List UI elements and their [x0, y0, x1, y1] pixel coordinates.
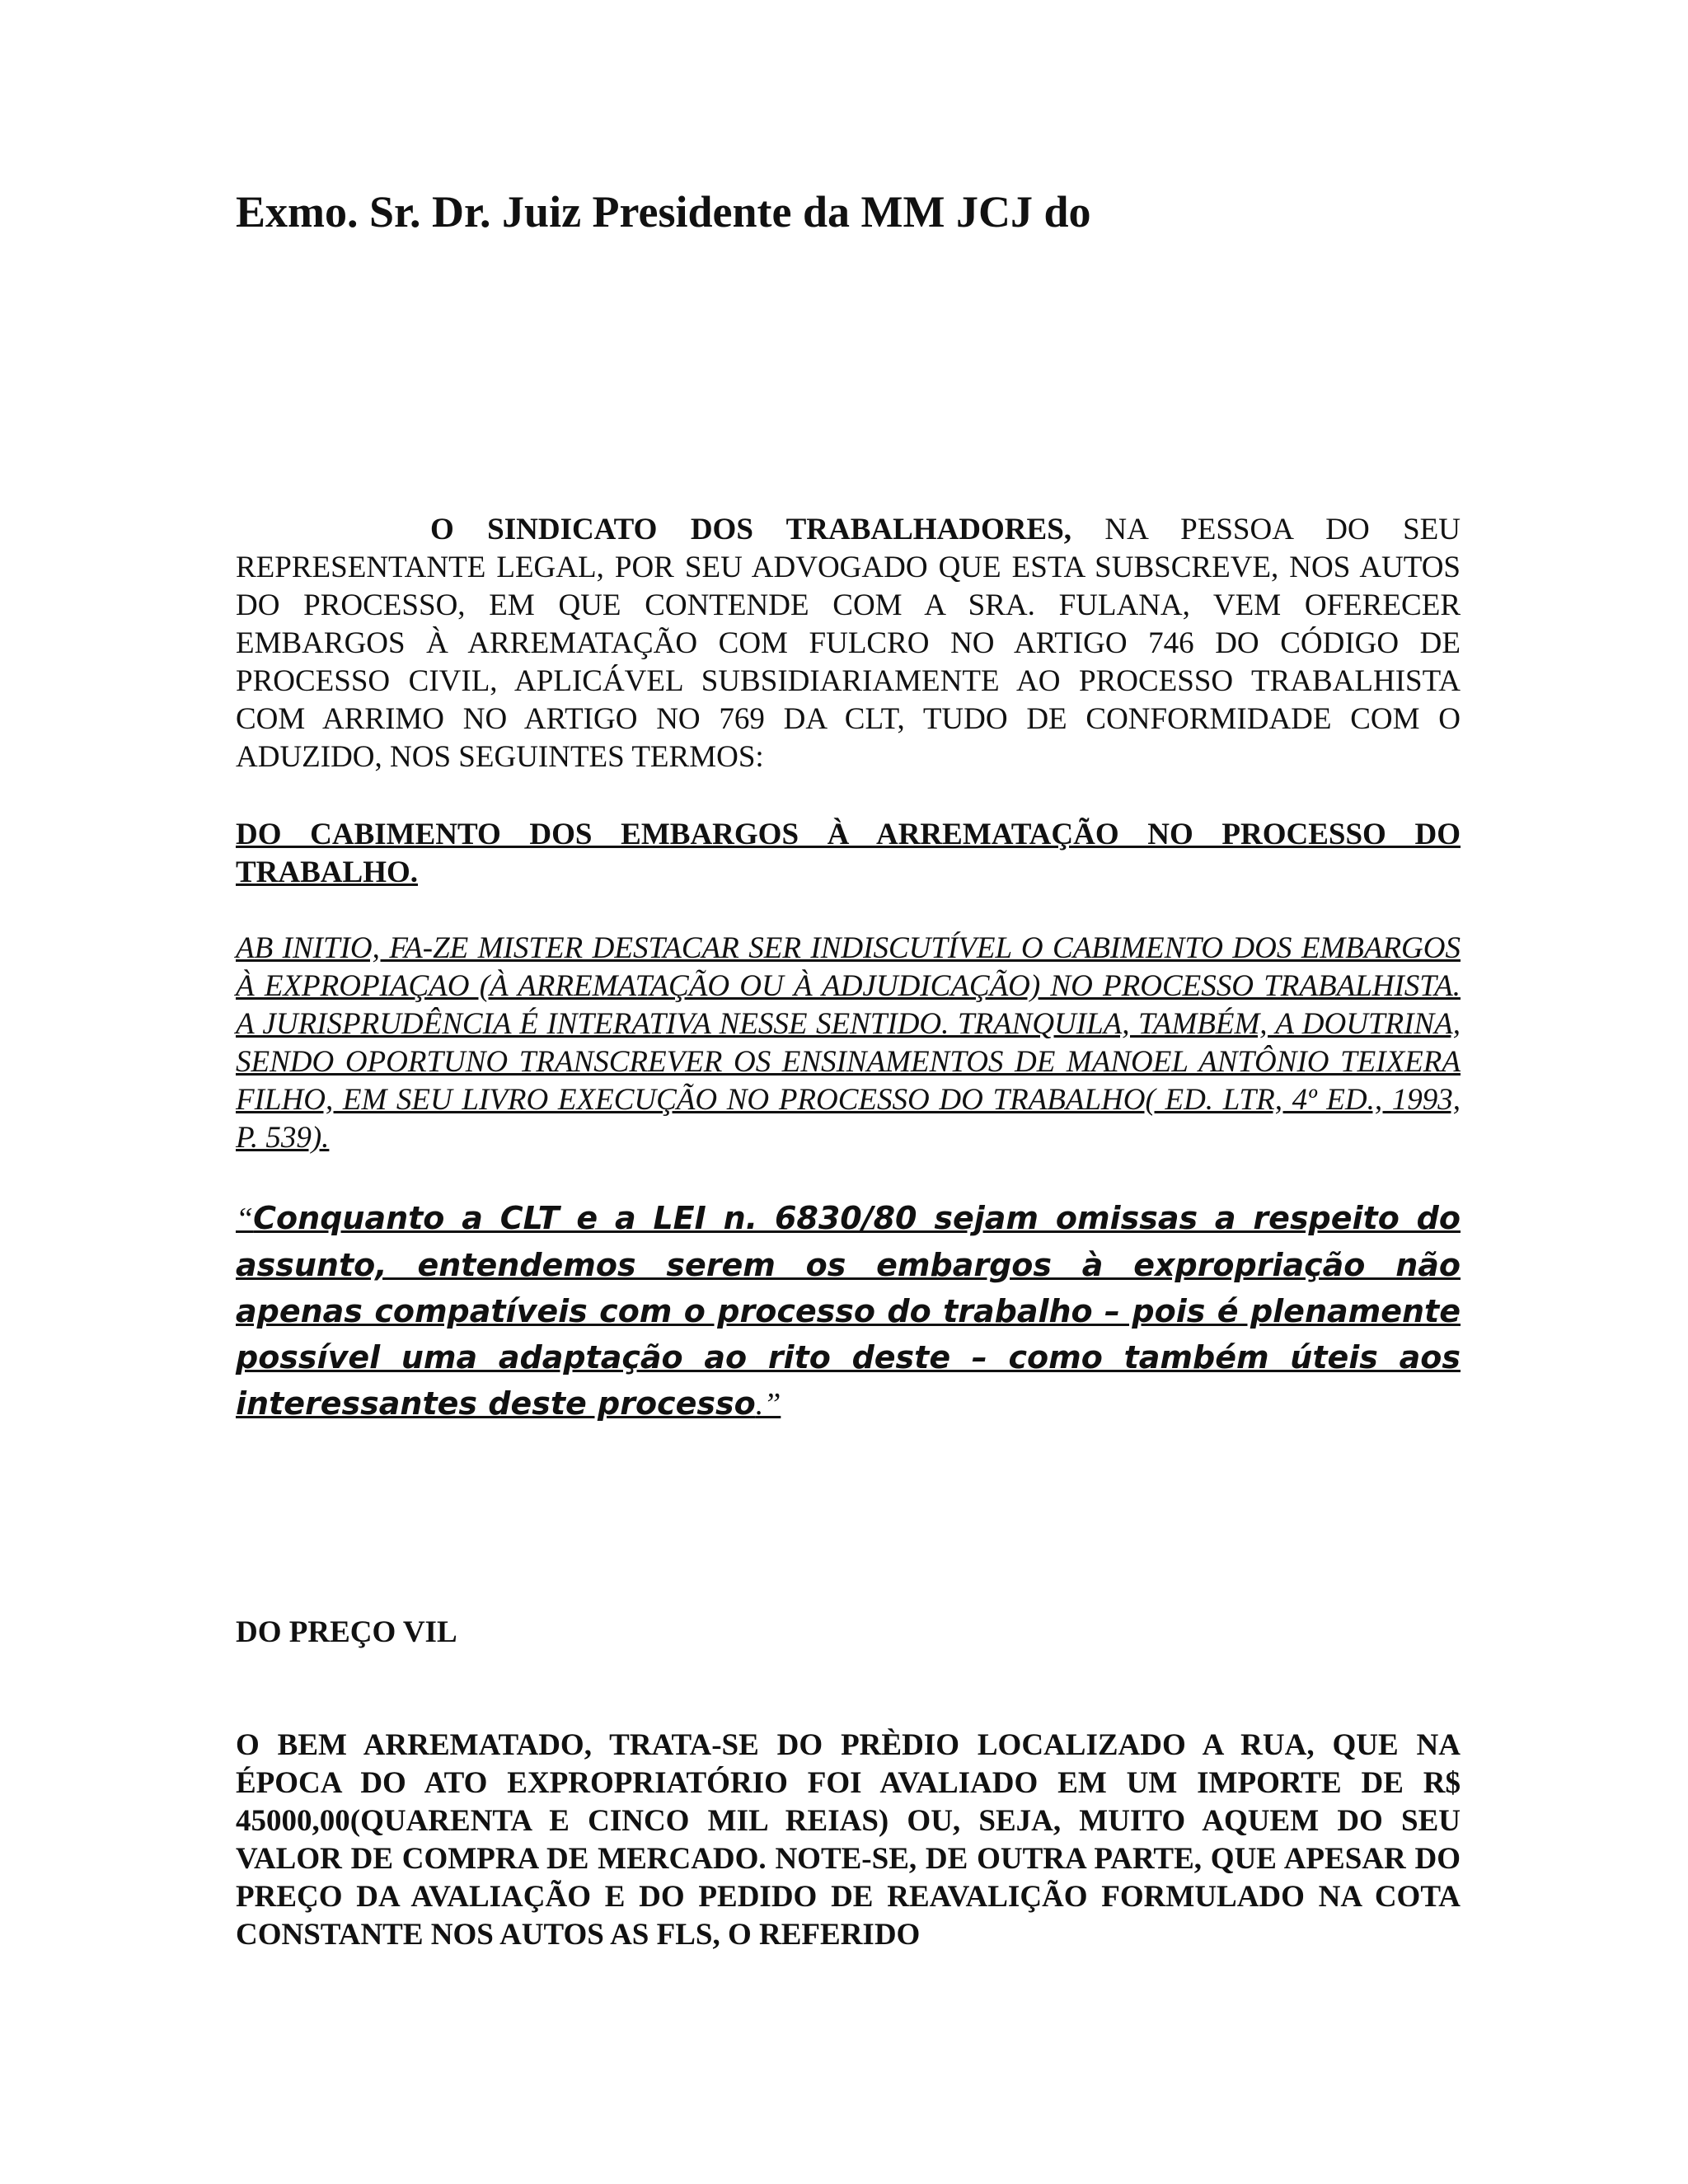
quote-close-mark: .” [755, 1387, 781, 1422]
intro-text: NA PESSOA DO SEU REPRESENTANTE LEGAL, POR SEU ADVOGADO QUE ESTA SUBSCREVE, NOS AUTOS DO PROCESSO, EM QUE CONTENDE COM A SRA. FULANA, VEM OFERECER EMBARGOS À ARREMATAÇÃO COM FULCRO NO ARTIGO 746 DO CÓDIGO DE PROCESSO CIVIL, APLICÁVEL SUBSIDIARIAMENTE AO PROCESSO TRABALHISTA COM ARRIMO NO ARTIGO NO 769 DA CLT, TUDO DE CONFORMIDADE COM O ADUZIDO, NOS SEGUINTES TERMOS: [236, 513, 1461, 774]
preco-vil-paragraph: O BEM ARREMATADO, TRATA-SE DO PRÈDIO LOCALIZADO A RUA, QUE NA ÉPOCA DO ATO EXPROPRIATÓRIO FOI AVALIADO EM UM IMPORTE DE R$ 45000,00(QUARENTA E CINCO MIL REIAS) OU, SEJA, MUITO AQUEM DO SEU VALOR DE COMPRA DE MERCADO. NOTE-SE, DE OUTRA PARTE, QUE APESAR DO PREÇO DA AVALIAÇÃO E DO PEDIDO DE REAVALIÇÃO FORMULADO NA COTA CONSTANTE NOS AUTOS AS FLS, O REFERIDO [236, 1728, 1461, 1952]
addressee-heading: Exmo. Sr. Dr. Juiz Presidente da MM JCJ do [236, 187, 1091, 237]
intro-paragraph [236, 511, 1461, 776]
quote-open-mark: “ [236, 1202, 254, 1236]
doctrine-quote [236, 1195, 1461, 1427]
section-title-preco-vil: DO PREÇO VIL [236, 1615, 457, 1649]
cabimento-paragraph: AB INITIO, FA-ZE MISTER DESTACAR SER INDISCUTÍVEL O CABIMENTO DOS EMBARGOS À EXPROPIAÇAO (À ARREMATAÇÃO OU À ADJUDICAÇÃO) NO PROCESSO TRABALHISTA. A JURISPRUDÊNCIA É INTERATIVA NESSE SENTIDO. TRANQUILA, TAMBÉM, A DOUTRINA, SENDO OPORTUNO TRANSCREVER OS ENSINAMENTOS DE MANOEL ANTÔNIO TEIXERA FILHO, EM SEU LIVRO EXECUÇÃO NO PROCESSO DO TRABALHO( ED. LTR, 4º ED., 1993, P. 539). [236, 931, 1461, 1155]
section-title-cabimento: DO CABIMENTO DOS EMBARGOS À ARREMATAÇÃO NO PROCESSO DO TRABALHO. [236, 818, 1461, 889]
quote-text: Conquanto a CLT e a LEI n. 6830/80 sejam omissas a respeito do assunto, entendemos serem os embargos à expropriação não apenas compatíveis com o processo do trabalho – pois é plenamente possível uma adaptação ao rito deste – como também úteis aos interessantes deste processo [236, 1200, 1461, 1422]
petitioner-name: O SINDICATO DOS TRABALHADORES, [430, 513, 1072, 546]
